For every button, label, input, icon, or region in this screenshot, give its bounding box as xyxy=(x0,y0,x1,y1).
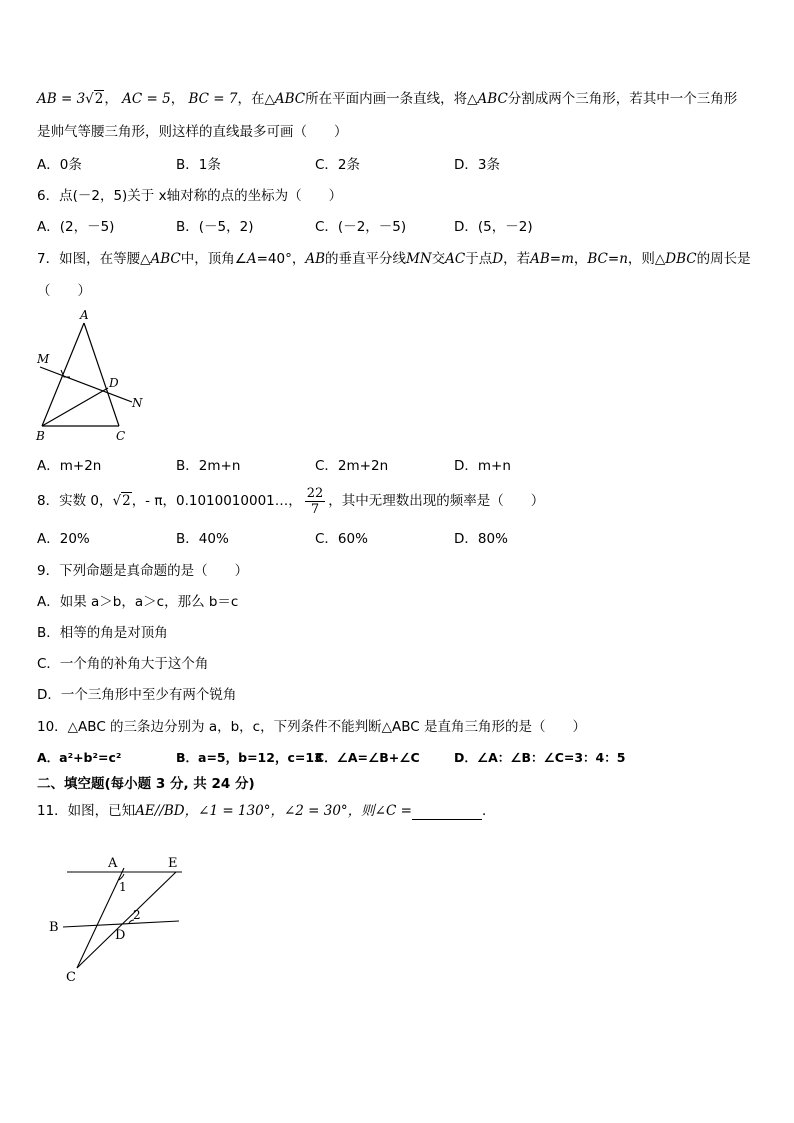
q5-ab-eq: AB = 3 xyxy=(37,91,86,107)
q11-condition: AE//BD xyxy=(135,803,185,819)
q9-option-d[interactable]: D．一个三角形中至少有两个锐角 xyxy=(37,687,237,703)
q7-segment-bd xyxy=(42,388,108,426)
q7-stem: 7．如图，在等腰△ABC中，顶角∠A=40°，AB的垂直平分线MN交AC于点D，若AB=m，BC=n，则△DBC的周长是 xyxy=(37,251,751,267)
q7-option-c[interactable]: C．2m+2n xyxy=(315,458,389,474)
q11-line-bd xyxy=(63,921,179,927)
q8-option-b[interactable]: B．40% xyxy=(176,531,229,547)
q7-label-d: D xyxy=(109,376,119,390)
q10-option-c[interactable]: C．∠A=∠B+∠C xyxy=(315,750,420,765)
q11-figure xyxy=(45,850,190,985)
q11-label-b: B xyxy=(49,920,59,935)
q5-line1: AB = 3√2， AC = 5， BC = 7，在△ABC所在平面内画一条直线，将△ABC分割成两个三角形，若其中一个三角形 xyxy=(37,91,738,107)
q6-option-a[interactable]: A．(2，－5) xyxy=(37,219,115,235)
q7-label-m: M xyxy=(37,352,50,366)
q11-line-ca xyxy=(77,868,124,968)
q5-option-a[interactable]: A．0条 xyxy=(37,157,82,173)
q8-stem: 8．实数 0，√2，- π，0.1010010001…， $\frac{22}{7}$ ，其中无理数出现的频率是（ ） xyxy=(37,485,545,517)
q5-ac-eq: AC = 5 xyxy=(122,91,171,107)
q10-option-a[interactable]: A．a²+b²=c² xyxy=(37,750,122,765)
q6-option-d[interactable]: D．(5，－2) xyxy=(454,219,533,235)
q7-label-n: N xyxy=(132,396,143,410)
q7-option-a[interactable]: A．m+2n xyxy=(37,458,102,474)
q9-option-b[interactable]: B．相等的角是对顶角 xyxy=(37,625,168,641)
q7-label-c: C xyxy=(116,429,126,443)
q5-option-d[interactable]: D．3条 xyxy=(454,157,500,173)
q10-stem: 10．△ABC 的三条边分别为 a，b，c，下列条件不能判断△ABC 是直角三角形的是（ ） xyxy=(37,719,586,735)
q5-line2: 是帅气等腰三角形，则这样的直线最多可画（ ） xyxy=(37,124,348,140)
q11-answer-blank[interactable] xyxy=(412,805,482,820)
q7-segment-ac xyxy=(84,323,119,426)
q11-stem: 11．如图，已知AE//BD，∠1 = 130°，∠2 = 30°，则∠C = ． xyxy=(37,803,496,819)
q8-option-c[interactable]: C．60% xyxy=(315,531,368,547)
q6-stem: 6．点(－2，5)关于 x轴对称的点的坐标为（ ） xyxy=(37,188,343,204)
q11-label-2: 2 xyxy=(133,908,141,922)
q8-option-d[interactable]: D．80% xyxy=(454,531,508,547)
q8-option-a[interactable]: A．20% xyxy=(37,531,90,547)
q7-label-b: B xyxy=(36,429,45,443)
q6-option-b[interactable]: B．(－5，2) xyxy=(176,219,254,235)
q11-label-e: E xyxy=(168,856,178,871)
q8-fraction: $\frac{22}{7}$ xyxy=(306,485,324,517)
q7-option-d[interactable]: D．m+n xyxy=(454,458,511,474)
q11-label-1: 1 xyxy=(119,880,127,894)
q11-label-d: D xyxy=(115,928,126,943)
q5-option-c[interactable]: C．2条 xyxy=(315,157,361,173)
q7-option-b[interactable]: B．2m+n xyxy=(176,458,241,474)
q11-label-c: C xyxy=(66,970,76,985)
q7-stem-line2: （ ） xyxy=(37,283,91,299)
q8-sqrt2: √2 xyxy=(112,493,131,509)
section-heading-fill-in: 二、填空题(每小题 3 分, 共 24 分) xyxy=(37,776,255,792)
q7-label-a: A xyxy=(80,308,89,322)
q5-bc-eq: BC = 7 xyxy=(188,91,238,107)
q6-option-c[interactable]: C．(－2，－5) xyxy=(315,219,407,235)
q11-label-a: A xyxy=(108,856,118,871)
q5-option-b[interactable]: B．1条 xyxy=(176,157,221,173)
q10-option-b[interactable]: B．a=5，b=12，c=13 xyxy=(176,750,323,765)
q7-figure xyxy=(30,305,160,445)
q9-option-c[interactable]: C．一个角的补角大于这个角 xyxy=(37,656,209,672)
q9-stem: 9．下列命题是真命题的是（ ） xyxy=(37,563,249,579)
q5-sqrt: √2 xyxy=(85,91,104,107)
q9-option-a[interactable]: A．如果 a＞b，a＞c，那么 b＝c xyxy=(37,594,239,610)
q10-option-d[interactable]: D．∠A：∠B：∠C=3：4：5 xyxy=(454,750,626,765)
